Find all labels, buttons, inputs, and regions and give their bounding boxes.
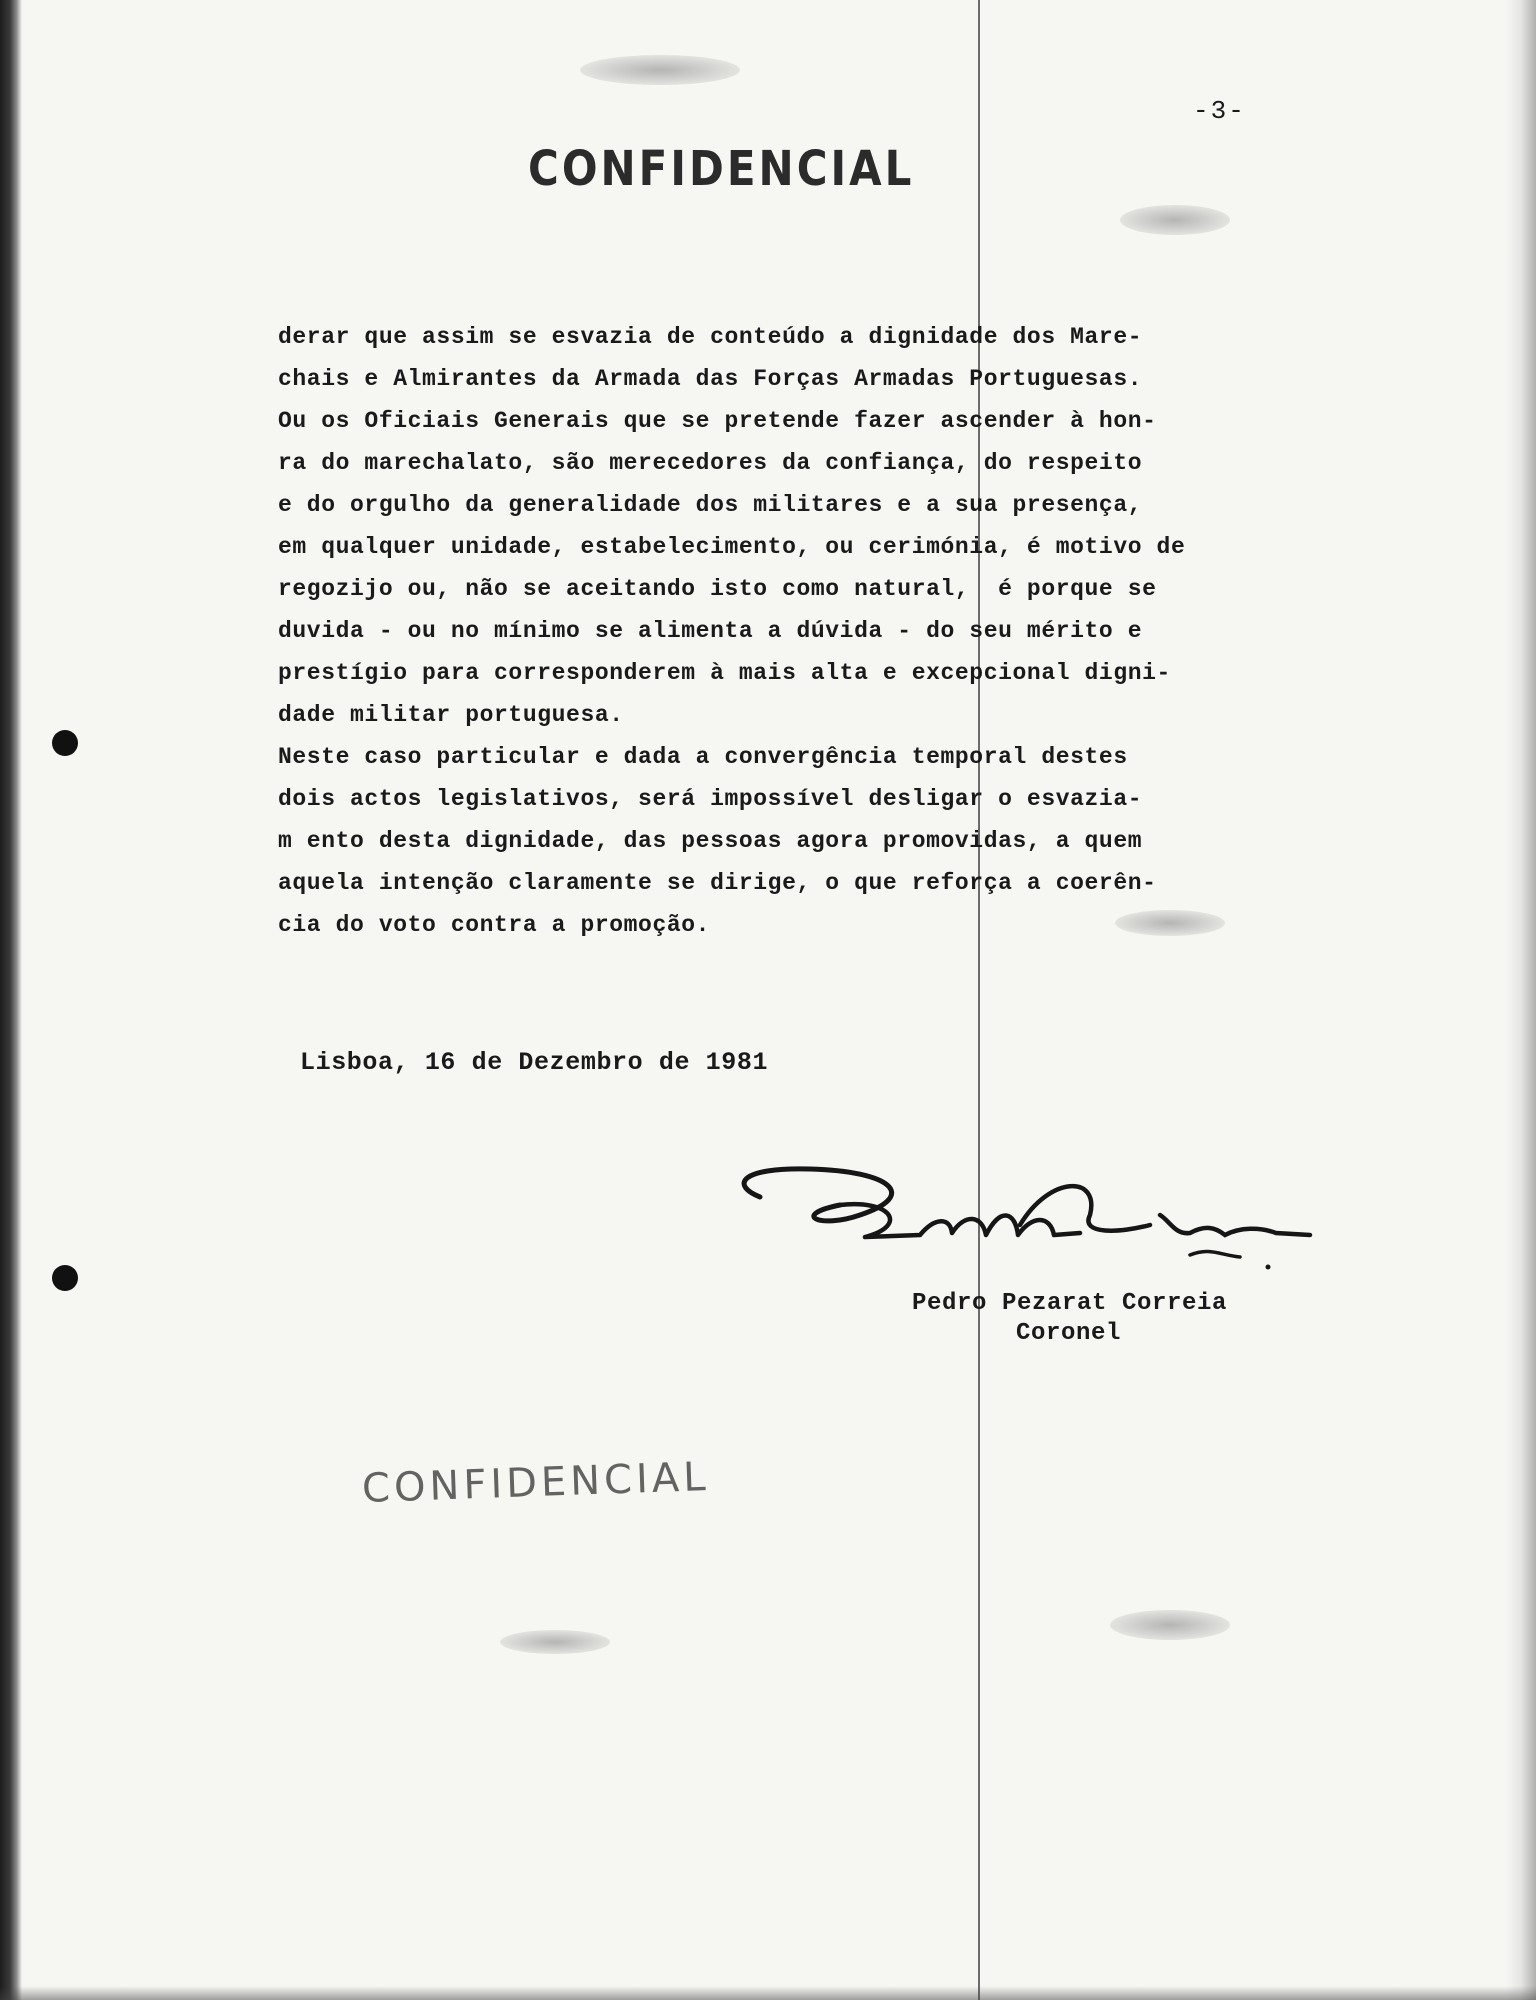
body-line: cia do voto contra a promoção. [278, 912, 711, 938]
body-line: dois actos legislativos, será impossível desligar o esvazia- [278, 786, 1143, 812]
body-line: ra do marechalato, são merecedores da confiança, do respeito [278, 450, 1143, 476]
body-line: aquela intenção claramente se dirige, o que reforça a coerên- [278, 870, 1157, 896]
scan-smudge [1120, 205, 1230, 235]
body-line: dade militar portuguesa. [278, 702, 624, 728]
body-line: Ou os Oficiais Generais que se pretende fazer ascender à hon- [278, 408, 1157, 434]
body-text [278, 316, 1358, 946]
body-line: e do orgulho da generalidade dos militares e a sua presença, [278, 492, 1143, 518]
body-line: regozijo ou, não se aceitando isto como natural, é porque se [278, 576, 1157, 602]
date-line: Lisboa, 16 de Dezembro de 1981 [300, 1048, 769, 1077]
confidential-stamp: CONFIDENCIAL [361, 1453, 711, 1513]
scan-left-edge [0, 0, 22, 2000]
scan-smudge [1110, 1610, 1230, 1640]
signer-name: Pedro Pezarat Correia [912, 1290, 1228, 1317]
punch-hole [52, 730, 78, 756]
scan-bottom-edge [0, 1986, 1536, 2000]
punch-hole [52, 1265, 78, 1291]
body-line: duvida - ou no mínimo se alimenta a dúvida - do seu mérito e [278, 618, 1143, 644]
body-line: derar que assim se esvazia de conteúdo a dignidade dos Mare- [278, 324, 1143, 350]
fold-line [978, 0, 980, 2000]
body-line: m ento desta dignidade, das pessoas agora promovidas, a quem [278, 828, 1143, 854]
scan-smudge [500, 1630, 610, 1654]
scan-right-edge [1506, 0, 1536, 2000]
handwritten-signature [720, 1155, 1360, 1285]
body-line: chais e Almirantes da Armada das Forças Armadas Portuguesas. [278, 366, 1143, 392]
body-line: Neste caso particular e dada a convergência temporal destes [278, 744, 1128, 770]
body-line: prestígio para corresponderem à mais alta e excepcional digni- [278, 660, 1171, 686]
page-number: -3- [1193, 96, 1246, 126]
scan-smudge [580, 55, 740, 85]
confidential-stamp: CONFIDENCIAL [528, 140, 915, 197]
signer-rank: Coronel [1016, 1320, 1122, 1347]
body-line: em qualquer unidade, estabelecimento, ou cerimónia, é motivo de [278, 534, 1186, 560]
